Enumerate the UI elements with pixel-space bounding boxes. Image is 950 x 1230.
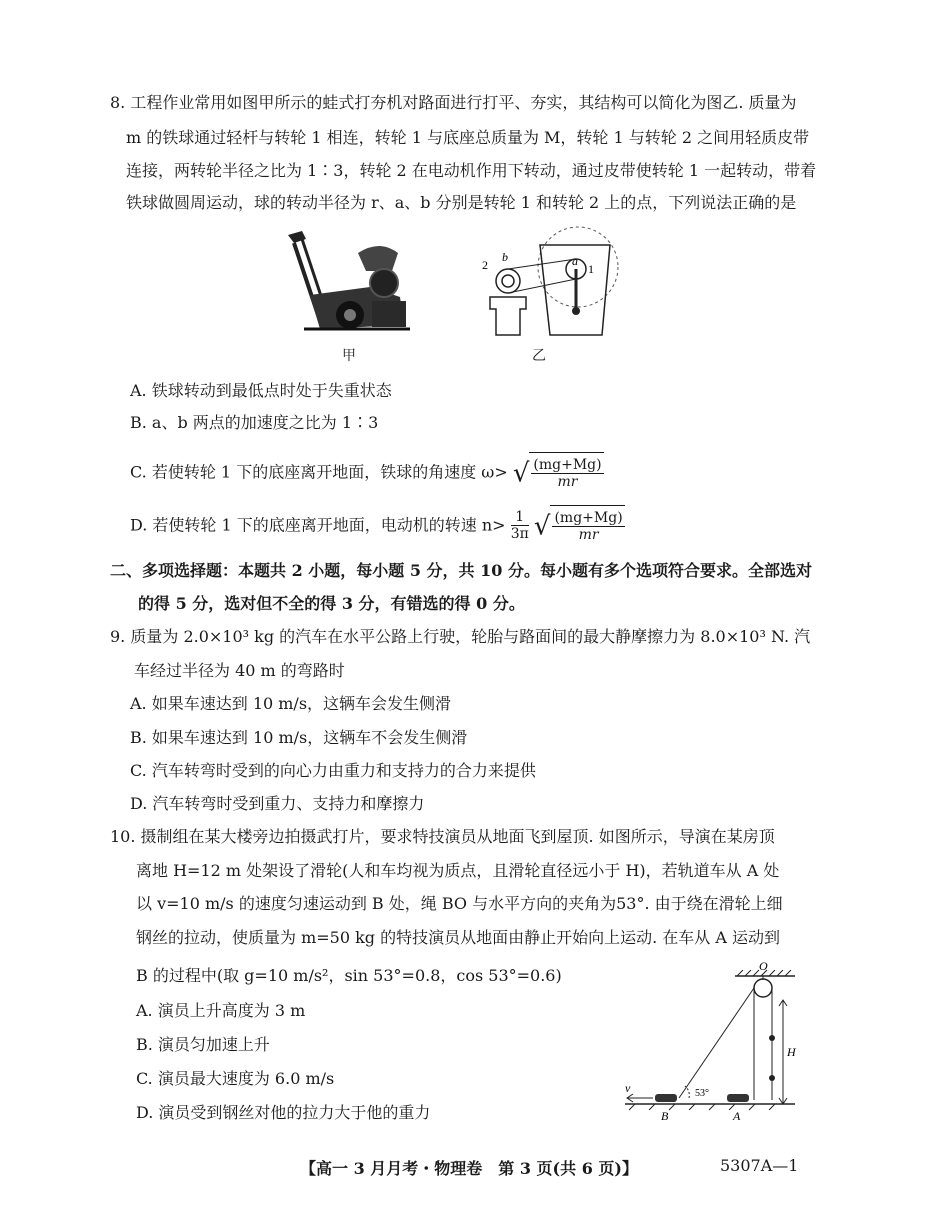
- q9-option-b: B. 如果车速达到 10 m/s，这辆车不会发生侧滑: [130, 728, 468, 747]
- q9-line-2: 车经过半径为 40 m 的弯路时: [134, 661, 345, 680]
- schematic-figure-yi: [480, 225, 625, 340]
- section-2-line-2: 的得 5 分，选对但不全的得 3 分，有错选的得 0 分。: [138, 594, 525, 613]
- q8-option-d-text: D. 若使转轮 1 下的底座离开地面，电动机的转速 n>: [130, 515, 506, 535]
- q10-option-a: A. 演员上升高度为 3 m: [136, 1001, 306, 1020]
- q9-option-a: A. 如果车速达到 10 m/s，这辆车会发生侧滑: [130, 694, 452, 713]
- label-one: 1: [588, 262, 594, 276]
- q8-line-4: 铁球做圆周运动，球的转动半径为 r、a、b 分别是转轮 1 和转轮 2 上的点，下列说法正确的是: [126, 193, 797, 212]
- q9-option-d: D. 汽车转弯时受到重力、支持力和摩擦力: [130, 794, 425, 813]
- label-h: H: [787, 1045, 796, 1059]
- label-a-point: A: [733, 1109, 741, 1123]
- sqrt-expression: √ $\frac{(mg+Mg)}{mr}$: [513, 452, 604, 494]
- page-footer: 【高一 3 月月考・物理卷 第 3 页(共 6 页)】: [300, 1159, 638, 1178]
- q10-option-c: C. 演员最大速度为 6.0 m/s: [136, 1069, 335, 1088]
- label-o: O: [759, 959, 768, 973]
- optc-denominator: mr: [557, 474, 578, 490]
- fig-jia-caption: 甲: [342, 348, 356, 364]
- frog-rammer-figure: [280, 225, 420, 345]
- label-angle: 53°: [695, 1088, 709, 1099]
- q9-option-c: C. 汽车转弯时受到的向心力由重力和支持力的合力来提供: [130, 761, 536, 780]
- optd-denominator: mr: [578, 527, 599, 543]
- q8-line-1: 8. 工程作业常用如图甲所示的蛙式打夯机对路面进行打平、夯实，其结构可以简化为图乙. 质量为: [110, 93, 797, 112]
- label-v: v: [625, 1081, 631, 1095]
- q8-line-2: m 的铁球通过轻杆与转轮 1 相连，转轮 1 与底座总质量为 M，转轮 1 与转轮 2 之间用轻质皮带: [126, 128, 810, 147]
- section-2-line-1: 二、多项选择题：本题共 2 小题，每小题 5 分，共 10 分。每小题有多个选项符合要求。全部选对: [110, 561, 812, 580]
- pulley-figure: [615, 958, 805, 1128]
- q8-line-3: 连接，两转轮半径之比为 1∶3，转轮 2 在电动机作用下转动，通过皮带使转轮 1 一起转动，带着: [126, 161, 817, 180]
- q10-line-4: 钢丝的拉动，使质量为 m=50 kg 的特技演员从地面由静止开始向上运动. 在车从 A 运动到: [136, 928, 781, 947]
- fig-yi-caption: 乙: [532, 348, 546, 364]
- q8-option-c-text: C. 若使转轮 1 下的底座离开地面，铁球的角速度 ω>: [130, 462, 508, 482]
- q10-option-b: B. 演员匀加速上升: [136, 1035, 270, 1054]
- q10-line-1: 10. 摄制组在某大楼旁边拍摄武打片，要求特技演员从地面飞到屋顶. 如图所示，导演在某房顶: [110, 827, 775, 846]
- optd-coef-den: 3π: [510, 526, 529, 543]
- sqrt-expression: √ $\frac{(mg+Mg)}{mr}$: [534, 505, 625, 547]
- q10-line-3: 以 v=10 m/s 的速度匀速运动到 B 处，绳 BO 与水平方向的夹角为53°. 由于绕在滑轮上细: [136, 894, 783, 913]
- q10-line-2: 离地 H=12 m 处架设了滑轮(人和车均视为质点，且滑轮直径远小于 H)，若轨道车从 A 处: [136, 861, 780, 880]
- q10-line-5: B 的过程中(取 g=10 m/s²，sin 53°=0.8，cos 53°=0.6): [136, 966, 562, 985]
- optd-coefficient: [511, 509, 529, 542]
- label-two: 2: [482, 258, 488, 272]
- label-b-point: B: [661, 1109, 669, 1123]
- optc-numerator: (mg+Mg): [533, 457, 602, 473]
- q8-option-d: [130, 505, 625, 547]
- q8-option-a: A. 铁球转动到最低点时处于失重状态: [130, 381, 392, 400]
- q9-line-1: 9. 质量为 2.0×10³ kg 的汽车在水平公路上行驶，轮胎与路面间的最大静摩擦力为 8.0×10³ N. 汽: [110, 627, 811, 646]
- q8-option-c: [130, 452, 604, 494]
- optd-numerator: (mg+Mg): [554, 510, 623, 526]
- label-a: a: [572, 254, 578, 268]
- label-b: b: [502, 250, 508, 264]
- q10-option-d: D. 演员受到钢丝对他的拉力大于他的重力: [136, 1103, 431, 1122]
- optd-coef-num: 1: [511, 509, 529, 526]
- paper-code: 5307A—1: [720, 1156, 799, 1175]
- q8-option-b: B. a、b 两点的加速度之比为 1∶3: [130, 413, 379, 432]
